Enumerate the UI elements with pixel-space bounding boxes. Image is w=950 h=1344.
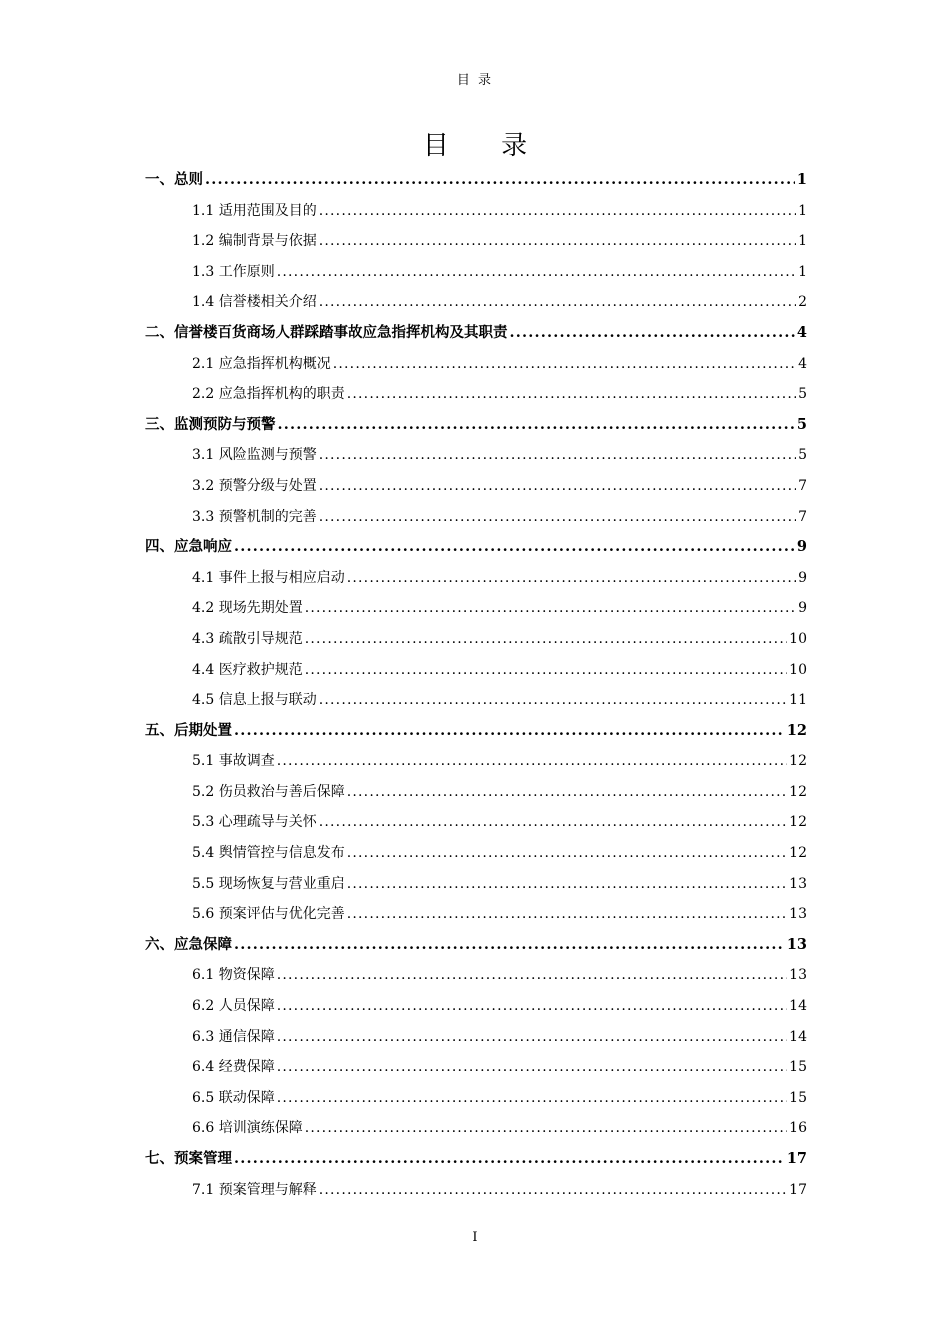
toc-entry-label: 3.1 风险监测与预警: [192, 447, 317, 464]
toc-chapter-entry[interactable]: [145, 1144, 807, 1175]
toc-entry-label: 1.1 适用范围及目的: [192, 202, 317, 219]
toc-entry-page: 15: [789, 1059, 807, 1076]
toc-section-entry[interactable]: [145, 1022, 807, 1053]
toc-section-entry[interactable]: [145, 287, 807, 318]
toc-entry-label: 6.1 物资保障: [192, 967, 275, 984]
toc-section-entry[interactable]: [145, 960, 807, 991]
page-number: I: [472, 1230, 478, 1245]
toc-section-entry[interactable]: [145, 777, 807, 808]
toc-dot-leader: [347, 379, 796, 410]
toc-entry-label: 7.1 预案管理与解释: [192, 1181, 317, 1198]
toc-entry-label: 6.3 通信保障: [192, 1028, 275, 1045]
toc-section-entry[interactable]: [145, 655, 807, 686]
toc-entry-label: 5.5 现场恢复与营业重启: [192, 875, 345, 892]
toc-entry-page: 1: [796, 171, 807, 188]
toc-entry-label: 4.4 医疗救护规范: [192, 661, 303, 678]
toc-entry-page: 1: [798, 263, 807, 280]
table-of-contents: [145, 165, 807, 1205]
toc-dot-leader: [234, 930, 785, 961]
toc-entry-label: 4.1 事件上报与相应启动: [192, 569, 345, 586]
toc-entry-page: 12: [786, 721, 807, 739]
toc-entry-label: 1.2 编制背景与依据: [192, 233, 317, 250]
toc-entry-page: 4: [798, 355, 807, 372]
toc-dot-leader: [234, 1144, 785, 1175]
toc-dot-leader: [305, 593, 796, 624]
toc-dot-leader: [347, 899, 787, 930]
toc-entry-page: 13: [789, 906, 807, 923]
toc-dot-leader: [333, 349, 796, 380]
toc-entry-label: 5.1 事故调查: [192, 753, 275, 770]
toc-dot-leader: [305, 1113, 787, 1144]
toc-entry-label: 三、监测预防与预警: [145, 415, 276, 433]
toc-chapter-entry[interactable]: [145, 410, 807, 441]
toc-entry-page: 12: [789, 814, 807, 831]
toc-dot-leader: [319, 196, 796, 227]
toc-entry-page: 4: [796, 323, 807, 341]
toc-section-entry[interactable]: [145, 899, 807, 930]
toc-chapter-entry[interactable]: [145, 930, 807, 961]
toc-entry-label: 1.4 信誉楼相关介绍: [192, 294, 317, 311]
toc-dot-leader: [305, 655, 787, 686]
toc-section-entry[interactable]: [145, 807, 807, 838]
toc-entry-page: 14: [789, 998, 807, 1015]
toc-entry-page: 2: [798, 294, 807, 311]
toc-section-entry[interactable]: [145, 379, 807, 410]
toc-dot-leader: [347, 838, 787, 869]
toc-entry-label: 二、信誉楼百货商场人群踩踏事故应急指挥机构及其职责: [145, 323, 508, 341]
toc-section-entry[interactable]: [145, 1052, 807, 1083]
toc-dot-leader: [319, 226, 796, 257]
toc-section-entry[interactable]: [145, 502, 807, 533]
toc-entry-label: 四、应急响应: [145, 538, 232, 556]
toc-entry-label: 6.5 联动保障: [192, 1089, 275, 1106]
toc-entry-label: 六、应急保障: [145, 935, 232, 953]
toc-dot-leader: [234, 532, 795, 563]
toc-entry-page: 13: [786, 935, 807, 953]
toc-entry-page: 10: [789, 661, 807, 678]
toc-section-entry[interactable]: [145, 593, 807, 624]
toc-section-entry[interactable]: [145, 471, 807, 502]
toc-entry-page: 11: [789, 692, 807, 709]
toc-entry-page: 9: [798, 600, 807, 617]
toc-entry-page: 16: [789, 1120, 807, 1137]
toc-entry-page: 12: [789, 845, 807, 862]
toc-dot-leader: [234, 716, 785, 747]
toc-dot-leader: [319, 287, 796, 318]
toc-dot-leader: [277, 746, 787, 777]
toc-dot-leader: [277, 960, 787, 991]
toc-entry-page: 10: [789, 630, 807, 647]
toc-entry-label: 2.2 应急指挥机构的职责: [192, 386, 345, 403]
toc-section-entry[interactable]: [145, 838, 807, 869]
toc-entry-page: 13: [789, 967, 807, 984]
toc-entry-page: 5: [796, 415, 807, 433]
toc-entry-label: 6.2 人员保障: [192, 998, 275, 1015]
toc-entry-label: 4.3 疏散引导规范: [192, 630, 303, 647]
toc-entry-label: 5.4 舆情管控与信息发布: [192, 845, 345, 862]
toc-entry-label: 3.2 预警分级与处置: [192, 477, 317, 494]
toc-entry-page: 1: [798, 233, 807, 250]
toc-section-entry[interactable]: [145, 1113, 807, 1144]
toc-entry-page: 13: [789, 875, 807, 892]
toc-entry-page: 7: [798, 508, 807, 525]
toc-dot-leader: [319, 807, 787, 838]
toc-section-entry[interactable]: [145, 563, 807, 594]
toc-chapter-entry[interactable]: [145, 165, 807, 196]
toc-section-entry[interactable]: [145, 196, 807, 227]
toc-entry-page: 9: [796, 538, 807, 556]
toc-dot-leader: [319, 471, 796, 502]
toc-entry-label: 6.4 经费保障: [192, 1059, 275, 1076]
running-header: 目 录: [456, 73, 494, 88]
toc-dot-leader: [347, 563, 796, 594]
toc-entry-label: 4.5 信息上报与联动: [192, 692, 317, 709]
toc-dot-leader: [277, 1052, 787, 1083]
toc-entry-page: 5: [798, 447, 807, 464]
toc-chapter-entry[interactable]: [145, 716, 807, 747]
toc-entry-page: 7: [798, 477, 807, 494]
toc-dot-leader: [319, 685, 787, 716]
toc-section-entry[interactable]: [145, 226, 807, 257]
toc-section-entry[interactable]: [145, 1083, 807, 1114]
toc-entry-label: 6.6 培训演练保障: [192, 1120, 303, 1137]
toc-section-entry[interactable]: [145, 257, 807, 288]
toc-dot-leader: [277, 1083, 787, 1114]
toc-dot-leader: [319, 502, 796, 533]
toc-entry-label: 一、总则: [145, 171, 203, 188]
toc-section-entry[interactable]: [145, 746, 807, 777]
toc-chapter-entry[interactable]: [145, 532, 807, 563]
toc-entry-label: 5.6 预案评估与优化完善: [192, 906, 345, 923]
toc-entry-label: 七、预案管理: [145, 1150, 232, 1167]
toc-dot-leader: [277, 1022, 787, 1053]
toc-dot-leader: [277, 991, 787, 1022]
toc-entry-label: 5.3 心理疏导与关怀: [192, 814, 317, 831]
toc-dot-leader: [347, 869, 787, 900]
toc-section-entry[interactable]: [145, 685, 807, 716]
toc-dot-leader: [305, 624, 787, 655]
toc-dot-leader: [319, 1175, 787, 1206]
toc-section-entry[interactable]: [145, 869, 807, 900]
toc-entry-page: 12: [789, 753, 807, 770]
toc-section-entry[interactable]: [145, 991, 807, 1022]
toc-entry-label: 2.1 应急指挥机构概况: [192, 355, 331, 372]
toc-dot-leader: [205, 165, 795, 196]
page-title: 目 录: [422, 131, 550, 161]
toc-section-entry[interactable]: [145, 349, 807, 380]
toc-entry-label: 1.3 工作原则: [192, 263, 275, 280]
toc-dot-leader: [319, 440, 796, 471]
toc-entry-label: 4.2 现场先期处置: [192, 600, 303, 617]
toc-entry-page: 17: [789, 1181, 807, 1198]
toc-entry-page: 9: [798, 569, 807, 586]
toc-entry-page: 15: [789, 1089, 807, 1106]
toc-entry-page: 12: [789, 783, 807, 800]
toc-chapter-entry[interactable]: [145, 318, 807, 349]
toc-entry-label: 3.3 预警机制的完善: [192, 508, 317, 525]
toc-dot-leader: [277, 257, 796, 288]
toc-dot-leader: [347, 777, 787, 808]
toc-dot-leader: [510, 318, 795, 349]
toc-section-entry[interactable]: [145, 440, 807, 471]
toc-entry-label: 5.2 伤员救治与善后保障: [192, 783, 345, 800]
toc-section-entry[interactable]: [145, 624, 807, 655]
toc-section-entry[interactable]: [145, 1175, 807, 1206]
toc-dot-leader: [278, 410, 795, 441]
toc-entry-label: 五、后期处置: [145, 721, 232, 739]
toc-entry-page: 1: [798, 202, 807, 219]
toc-entry-page: 5: [798, 386, 807, 403]
toc-entry-page: 14: [789, 1028, 807, 1045]
toc-entry-page: 17: [786, 1150, 807, 1167]
